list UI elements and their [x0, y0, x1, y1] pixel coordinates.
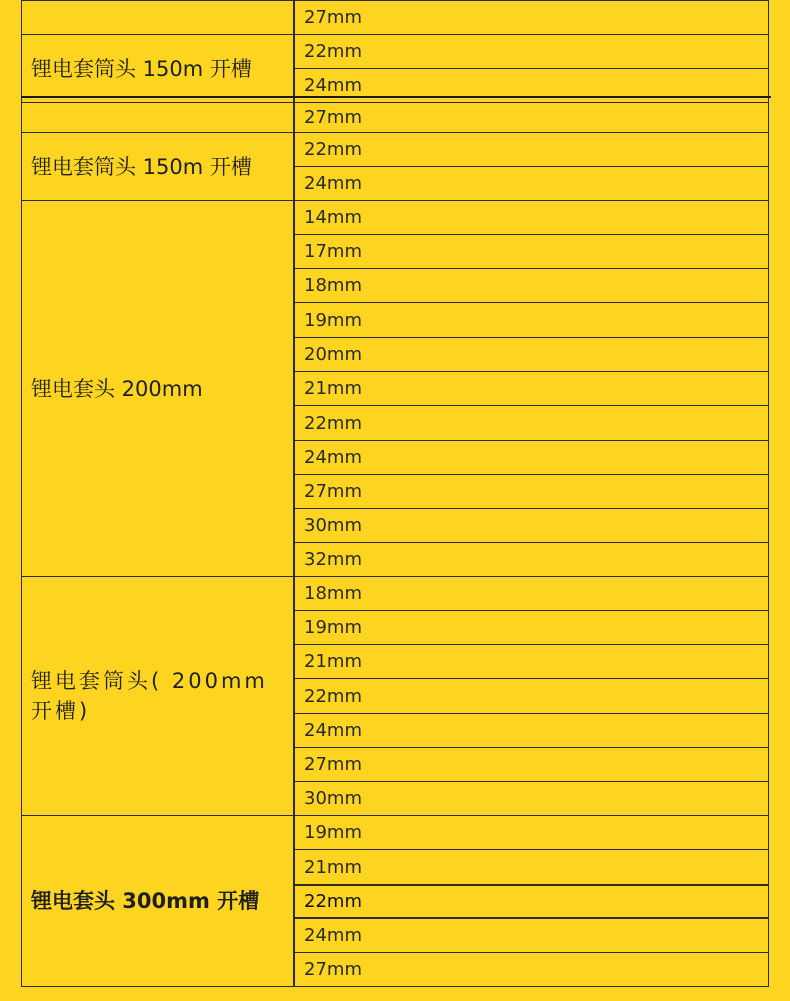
product-name-cell: 锂电套头 200mm [21, 200, 294, 577]
product-name-cell: 锂电套筒头 150m 开槽 [21, 132, 294, 201]
size-cell: 18mm [294, 268, 769, 303]
size-cell: 18mm [294, 576, 769, 611]
size-cell: 27mm [294, 102, 769, 133]
size-cell: 21mm [294, 371, 769, 406]
size-cell: 14mm [294, 200, 769, 235]
size-cell: 22mm [294, 884, 769, 919]
product-name-cell-empty [21, 0, 294, 35]
size-cell: 22mm [294, 678, 769, 714]
size-cell: 27mm [294, 0, 769, 35]
size-cell: 19mm [294, 302, 769, 338]
size-cell: 22mm [294, 132, 769, 167]
size-cell: 27mm [294, 474, 769, 509]
product-name-cell: 锂电套筒头( 200mm 开槽) [21, 576, 294, 816]
size-cell: 22mm [294, 34, 769, 69]
size-cell: 24mm [294, 918, 769, 953]
product-name-cell: 锂电套筒头 150m 开槽 [21, 34, 294, 103]
size-cell: 19mm [294, 815, 769, 850]
size-cell: 21mm [294, 849, 769, 885]
size-cell: 27mm [294, 747, 769, 782]
size-cell: 24mm [294, 68, 769, 103]
size-cell: 24mm [294, 440, 769, 475]
product-name-cell: 锂电套头 300mm 开槽 [21, 815, 294, 987]
size-cell: 22mm [294, 405, 769, 441]
size-cell: 32mm [294, 542, 769, 577]
size-cell: 20mm [294, 337, 769, 372]
size-cell: 21mm [294, 644, 769, 679]
size-cell: 19mm [294, 610, 769, 645]
size-cell: 24mm [294, 166, 769, 201]
size-cell: 17mm [294, 234, 769, 269]
overlay-divider-line [21, 96, 771, 98]
size-cell: 27mm [294, 952, 769, 987]
size-cell: 24mm [294, 713, 769, 748]
product-name-cell-empty [21, 102, 294, 133]
size-cell: 30mm [294, 781, 769, 816]
size-cell: 30mm [294, 508, 769, 543]
